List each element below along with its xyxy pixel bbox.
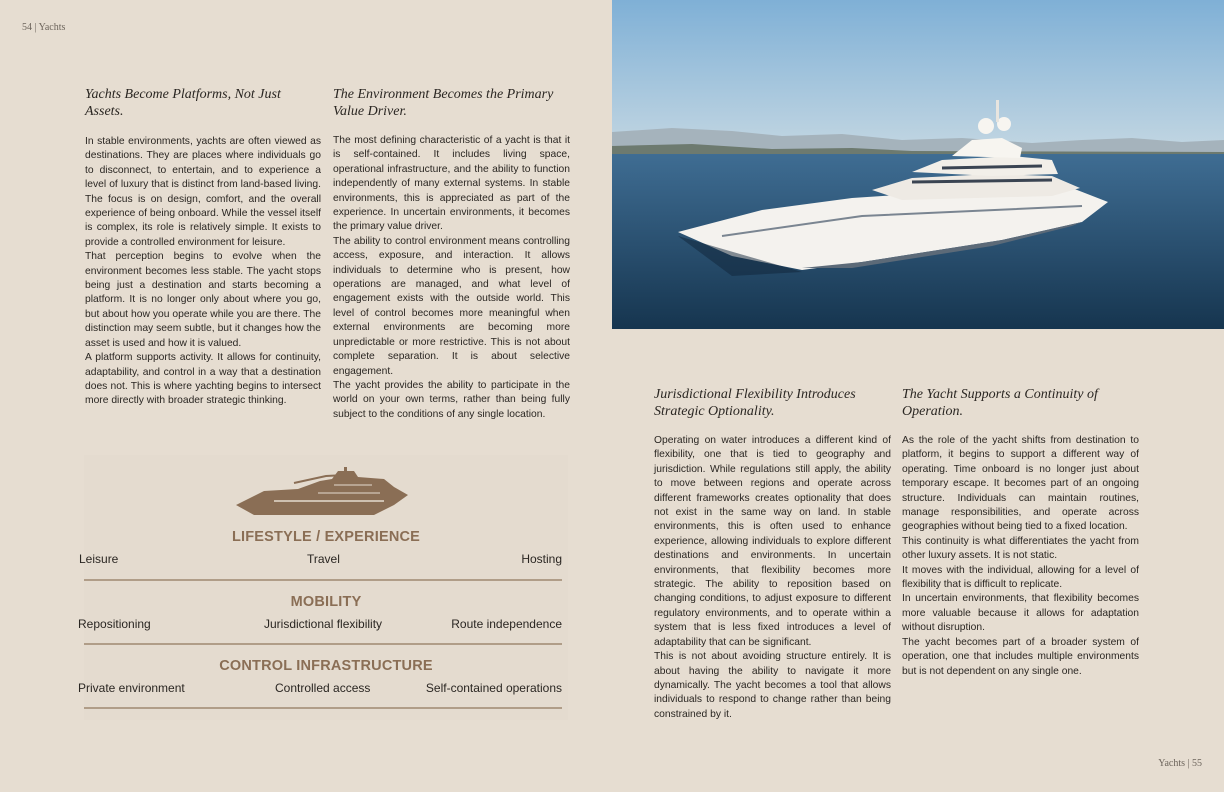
diagram-item-repositioning: Repositioning <box>78 617 151 631</box>
diagram-item-self-contained-operations: Self-contained operations <box>425 681 562 695</box>
left-page-folio: 54 | Yachts <box>22 22 66 33</box>
diagram-item-travel: Travel <box>307 552 340 566</box>
divider <box>84 579 562 581</box>
right-page-folio: Yachts | 55 <box>1158 758 1202 769</box>
paragraph: In stable environments, yachts are often viewed as destinations. They are places where individuals go to disconnect, to entertain, and to experience a level of luxury that is distinct from land-based living. The focus is on design, comfort, and the overall experience of being onboard. While the vessel itself is complex, its role is relatively simple. It exists to provide a controlled environment for leisure. <box>85 136 321 248</box>
paragraph: In uncertain environments, that flexibility becomes more valuable because it allows for adaptation without disruption. <box>902 593 1139 634</box>
paragraph: That perception begins to evolve when the environment becomes less stable. The yacht stops being just a destination and starts becoming a platform. It is no longer only about where you go, but about how you operate while you are there. The distinction may seem subtle, but it changes how the asset is used and how it is valued. <box>85 251 321 349</box>
column-heading: The Yacht Supports a Continuity of Operation. <box>902 387 1098 419</box>
paragraph: A platform supports activity. It allows for continuity, adaptability, and control in a way that a destination does not. This is where yachting begins to intersect more directly with broader strategic thinking. <box>85 352 321 407</box>
section-title-mobility: MOBILITY <box>290 594 362 610</box>
article-column-continuity <box>902 386 1139 679</box>
paragraph: The ability to control environment means controlling access, exposure, and interaction. It allows individuals to determine who is present, how operations are managed, and what level of engagement exists with the outside world. This level of control becomes more meaningful when external environments are becoming more unpredictable or more restrictive. This is not about complete separation. It is about selective engagement. <box>333 235 570 377</box>
column-body <box>85 135 321 409</box>
paragraph: This continuity is what differentiates the yacht from other luxury assets. It is not static. <box>902 535 1139 562</box>
column-heading: Yachts Become Platforms, Not Just Assets. <box>85 87 281 119</box>
paragraph: As the role of the yacht shifts from destination to platform, it begins to support a different way of operating. Time onboard is no longer just about temporary escape. It becomes part of an ongoing structure. Individuals can maintain routines, manage responsibilities, and operate across geographies without being tied to a fixed location. <box>902 435 1139 533</box>
yacht-roles-diagram <box>78 455 568 720</box>
divider <box>84 643 562 645</box>
diagram-item-jurisdictional-flexibility: Jurisdictional flexibility <box>264 617 383 631</box>
column-heading: The Environment Becomes the Primary Value Driver. <box>333 87 554 119</box>
paragraph: This is not about avoiding structure entirely. It is about having the ability to navigate it more dynamically. The yacht becomes a tool that allows individuals to respond to change rather than being constrained by it. <box>654 651 891 720</box>
column-body <box>654 434 891 722</box>
paragraph: It moves with the individual, allowing for a level of flexibility that is difficult to replicate. <box>902 564 1139 591</box>
diagram-item-leisure: Leisure <box>79 552 119 566</box>
divider <box>84 707 562 709</box>
paragraph: Operating on water introduces a different kind of flexibility, one that is tied to geography and jurisdiction. While regulations still apply, the ability to move between regions and operate across different frameworks creates optionality that does not exist in the same way on land. In stable environments, this is often used to enhance experience, allowing individuals to explore different destinations and environments. In uncertain environments, that flexibility becomes more strategic. The ability to reposition based on changing conditions, to adjust exposure to different regulatory environments, and to operate within a system that is less fixed introduces a level of adaptability that can be significant. <box>654 435 891 648</box>
yacht-silhouette-icon <box>234 465 410 521</box>
column-heading: Jurisdictional Flexibility Introduces Strategic Optionality. <box>654 387 856 419</box>
paragraph: The most defining characteristic of a yacht is that it is self-contained. It includes living space, operational infrastructure, and the ability to function independently of many external systems. In stable environments, this is appreciated as part of the experience. In uncertain environments, it becomes the primary value driver. <box>333 135 570 233</box>
paragraph: The yacht becomes part of a broader system of operation, one that includes multiple environments but is not dependent on any single one. <box>902 636 1139 677</box>
article-column-environment <box>333 86 570 422</box>
article-column-platforms <box>85 86 321 409</box>
section-title-lifestyle: LIFESTYLE / EXPERIENCE <box>231 529 421 545</box>
column-body <box>333 134 570 422</box>
diagram-item-controlled-access: Controlled access <box>275 681 371 695</box>
paragraph: The yacht provides the ability to participate in the world on your own terms, rather than being fully subject to the conditions of any single location. <box>333 379 570 420</box>
article-column-jurisdictional-flexibility <box>654 386 891 722</box>
diagram-item-hosting: Hosting <box>521 552 562 566</box>
yacht-photo <box>612 0 1224 329</box>
section-title-control-infrastructure: CONTROL INFRASTRUCTURE <box>219 658 433 674</box>
diagram-item-route-independence: Route independence <box>451 617 562 631</box>
column-body <box>902 434 1139 679</box>
diagram-item-private-environment: Private environment <box>78 681 185 695</box>
